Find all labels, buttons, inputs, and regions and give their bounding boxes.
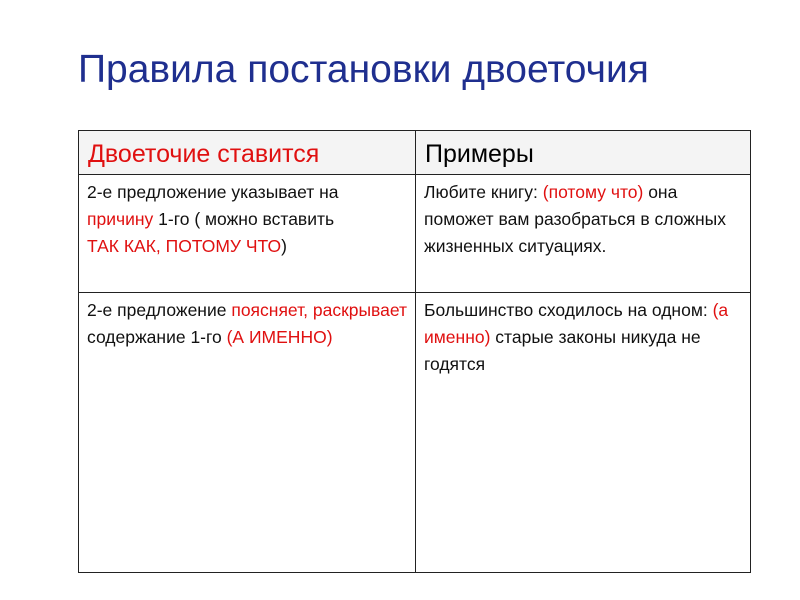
rule-highlight: причину [87, 209, 154, 229]
rule-text: 2-е предложение указывает на [87, 182, 339, 202]
table-header-row [79, 131, 751, 175]
example-cell [416, 175, 751, 293]
table-row [79, 293, 751, 573]
table-row [79, 175, 751, 293]
header-label-rule: Двоеточие ставится [88, 140, 320, 168]
example-text: старые законы никуда не годятся [424, 327, 701, 374]
rule-text: ) [281, 236, 287, 256]
rules-table [78, 130, 751, 573]
example-cell [416, 293, 751, 573]
rule-highlight: поясняет, раскрывает [231, 300, 408, 320]
rule-text: 1-го ( можно вставить [153, 209, 335, 229]
header-label-examples: Примеры [425, 140, 534, 168]
example-highlight: (а именно) [424, 300, 729, 347]
rule-text: 2-е предложение [87, 300, 232, 320]
example-highlight: (потому что) [542, 182, 644, 202]
example-text: Большинство сходилось на одном: [424, 300, 713, 320]
rule-cell [79, 175, 416, 293]
rule-highlight: (А ИМЕННО) [226, 327, 333, 347]
rule-highlight: ТАК КАК, ПОТОМУ ЧТО [87, 236, 282, 256]
rule-cell [79, 293, 416, 573]
example-text: Любите книгу: [424, 182, 543, 202]
header-cell-examples [416, 131, 751, 175]
example-text: она поможет вам разобраться в сложных жизненных ситуациях. [424, 182, 726, 256]
rule-text: содержание 1-го [87, 327, 227, 347]
page-title: Правила постановки двоеточия [78, 48, 649, 91]
header-cell-rule [79, 131, 416, 175]
